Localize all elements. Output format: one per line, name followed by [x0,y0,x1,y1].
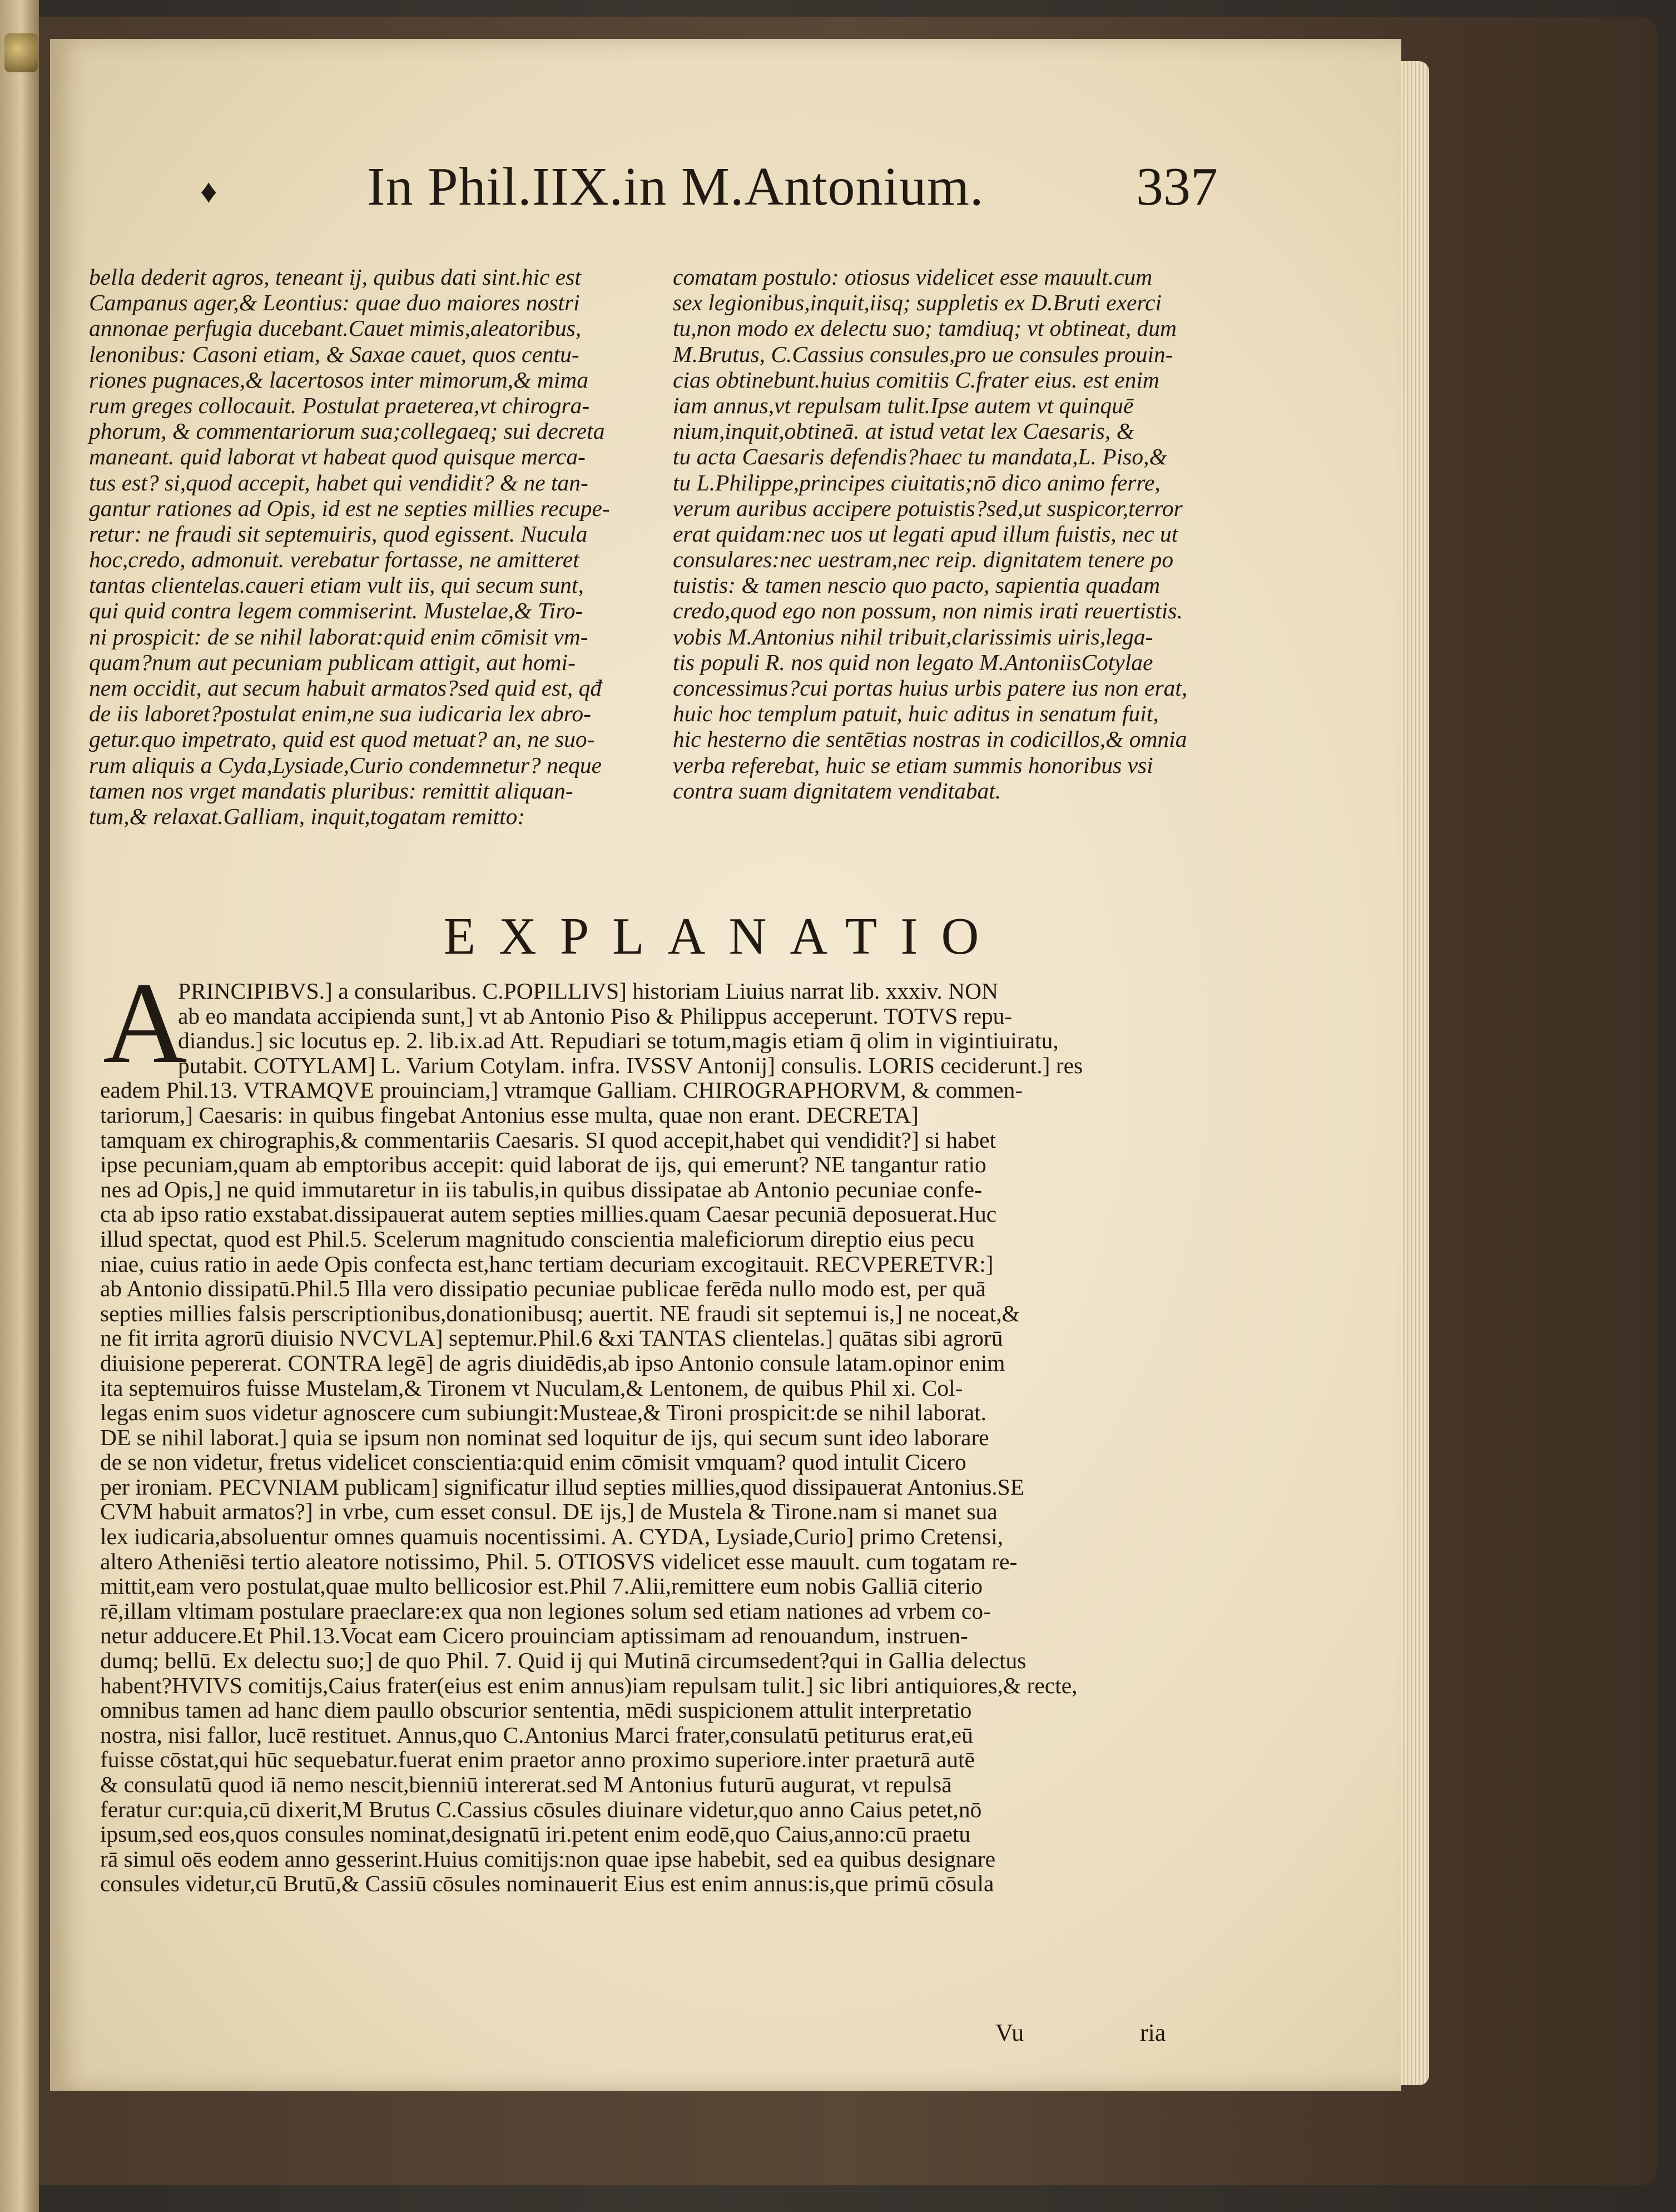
commentary-line: fuisse cōstat,qui hūc sequebatur.fuerat enim praetor anno proximo superiore.inter praeturā autē [100,1747,975,1773]
column-line: consulares:nec uestram,nec reip. dignitatem tenere po [673,547,1174,573]
commentary-line: netur adducere.Et Phil.13.Vocat eam Cicero prouinciam aptissimam ad renouandum, instruen- [100,1623,968,1649]
commentary-line: nostra, nisi fallor, lucē restituet. Annus,quo C.Antonius Marci frater,consulatū petiturus erat,eū [100,1722,973,1748]
column-line: riones pugnaces,& lacertosos inter mimorum,& mima [89,366,588,393]
column-line: cias obtinebunt.huius comitiis C.frater eius. est enim [673,366,1159,393]
running-head [200,156,1218,239]
column-line: bella dederit agros, teneant ij, quibus dati sint.hic est [89,264,581,290]
commentary-line: eadem Phil.13. VTRAMQVE prouinciam,] vtramque Galliam. CHIROGRAPHORVM, & commen- [100,1077,1023,1103]
column-line: hoc,credo, admonuit. verebatur fortasse, ne amitteret [89,547,579,573]
column-line: getur.quo impetrato, quid est quod metuat? an, ne suo- [89,726,595,752]
column-line: erat quidam:nec uos ut legati apud illum fuistis, nec ut [673,520,1178,547]
commentary-line: omnibus tamen ad hanc diem paullo obscurior sententia, mēdi suspicionem attulit interpretatio [100,1697,972,1723]
column-line: tu,non modo ex delectu suo; tamdiuq; vt obtineat, dum [673,315,1177,341]
column-line: verum auribus accipere potuistis?sed,ut suspicor,terror [673,495,1183,521]
commentary-line: ipse pecuniam,quam ab emptoribus accepit: quid laborat de ijs, qui emerunt? NE tangantur ratio [100,1152,986,1178]
column-line: tu acta Caesaris defendis?haec tu mandata,L. Piso,& [673,444,1167,470]
commentary-line: cta ab ipso ratio exstabat.dissipauerat autem septies millies.quam Caesar pecuniā deposuerat.Huc [100,1201,997,1227]
column-line: M.Brutus, C.Cassius consules,pro ue consules prouin- [673,341,1173,367]
commentary-line: diuisione pepererat. CONTRA legē] de agris diuidēdis,ab ipso Antonio consule latam.opinor enim [100,1350,1005,1376]
column-line: concessimus?cui portas huius urbis patere ius non erat, [673,675,1188,701]
column-line: contra suam dignitatem venditabat. [673,777,1001,804]
column-line: phorum, & commentariorum sua;collegaeq; sui decreta [89,418,605,444]
column-line: tis populi R. nos quid non legato M.AntoniisCotylae [673,649,1153,675]
commentary-line: tamquam ex chirographis,& commentariis Caesaris. SI quod accepit,habet qui vendidit?] si habet [100,1127,996,1153]
page-number: 337 [1136,157,1218,217]
commentary-line: & consulatū quod iā nemo nescit,bienniū intererat.sed M Antonius futurū augurat, vt repulsā [100,1772,952,1797]
column-line: comatam postulo: otiosus videlicet esse mauult.cum [673,264,1153,290]
commentary-line: illud spectat, quod est Phil.5. Scelerum magnitudo conscientia maleficiorum direptio eius pecu [100,1226,975,1252]
column-line: sex legionibus,inquit,iisq; suppletis ex D.Bruti exerci [673,290,1162,316]
commentary-line: habent?HVIVS comitijs,Caius frater(eius est enim annus)iam repulsam tulit.] sic libri antiquiores,& recte, [100,1672,1078,1698]
commentary-line: ipsum,sed eos,quos consules nominat,designatū iri.petent enim eodē,quo Caius,anno:cū praetu [100,1821,971,1847]
commentary-line: rē,illam vltimam postulare praeclare:ex qua non legiones solum sed etiam nationes ad vrbem co- [100,1598,991,1624]
commentary-line: putabit. COTYLAM] L. Varium Cotylam. infra. IVSSV Antonij] consulis. LORIS ceciderunt.] res [178,1052,1083,1078]
column-line: maneant. quid laborat vt habeat quod quisque merca- [89,444,586,470]
text-column-left [89,264,610,829]
commentary-line: per ironiam. PECVNIAM publicam] significatur illud septies millies,quod dissipauerat Antonius.SE [100,1474,1025,1500]
column-line: huic hoc templum patuit, huic aditus in senatum fuit, [673,701,1159,727]
commentary-line: rā simul oēs eodem anno gesserint.Huius comitijs:non quae ipse habebit, sed ea quibus designare [100,1846,996,1872]
column-line: qui quid contra legem commiserint. Mustelae,& Tiro- [89,598,583,624]
column-line: tuistis: & tamen nescio quo pacto, sapientia quadam [673,572,1161,598]
commentary-line: feratur cur:quia,cū dixerit,M Brutus C.Cassius cōsules diuinare videtur,quo anno Caius petet,nō [100,1796,982,1822]
column-line: retur: ne fraudi sit septemuiris, quod egissent. Nucula [89,520,588,547]
commentary-line: consules videtur,cū Brutū,& Cassiū cōsules nominauerit Eius est enim annus:is,que primū cōsula [100,1871,994,1897]
column-line: verba referebat, huic se etiam summis honoribus vsi [673,752,1153,778]
commentary-line: septies millies falsis perscriptionibus,donationibusq; auertit. NE fraudi sit septemui is,] ne noceat,& [100,1300,1020,1326]
column-line: quam?num aut pecuniam publicam attigit, aut homi- [89,649,576,675]
column-line: tantas clientelas.caueri etiam vult iis, qui secum sunt, [89,572,584,598]
clasp-icon [4,33,38,72]
commentary-line: altero Atheniēsi tertio aleatore notissimo, Phil. 5. OTIOSVS videlicet esse mauult. cum togatam re- [100,1548,1018,1574]
commentary-line: ne fit irrita agrorū diuisio NVCVLA] septemur.Phil.6 &xi TANTAS clientelas.] quātas sibi agrorū [100,1325,1003,1351]
column-line: tum,& relaxat.Galliam, inquit,togatam remitto: [89,803,525,829]
column-line: credo,quod ego non possum, non nimis irati reuertistis. [673,598,1183,624]
ornament-mark: ♦ [200,173,217,210]
commentary-line: PRINCIPIBVS.] a consularibus. C.POPILLIVS] historiam Liuius narrat lib. xxxiv. NON [178,978,999,1004]
commentary-body [100,979,1257,1896]
column-line: nium,inquit,obtineā. at istud vetat lex Caesaris, & [673,418,1134,444]
commentary-line: mittit,eam vero postulat,quae multo bellicosior est.Phil 7.Alii,remittere eum nobis Galliā citerio [100,1573,983,1599]
text-column-right [673,264,1190,804]
column-line: tus est? si,quod accepit, habet qui vendidit? & ne tan- [89,469,588,495]
commentary-line: ab Antonio dissipatū.Phil.5 Illa vero dissipatio pecuniae publicae ferēda nullo modo est, per quā [100,1276,986,1302]
commentary-line: niae, cuius ratio in aede Opis confecta est,hanc tertiam decuriam excogitauit. RECVPERETVR:] [100,1251,994,1277]
catchword-2: ria [1140,2019,1166,2046]
facing-page-edge [0,0,39,2212]
catchword-1: Vu [995,2019,1024,2046]
column-line: vobis M.Antonius nihil tribuit,clarissimis uiris,lega- [673,623,1153,649]
column-line: annonae perfugia ducebant.Cauet mimis,aleatoribus, [89,315,582,341]
commentary-line: de se non videtur, fretus videlicet conscientia:quid enim cōmisit vmquam? quod intulit Cicero [100,1449,966,1475]
commentary-line: dumq; bellū. Ex delectu suo;] de quo Phil. 7. Quid ij qui Mutinā circumsedent?qui in Gallia delectus [100,1648,1027,1674]
column-line: rum aliquis a Cyda,Lysiade,Curio condemnetur? neque [89,752,602,778]
column-line: iam annus,vt repulsam tulit.Ipse autem vt quinquē [673,392,1134,418]
section-heading: EXPLANATIO [443,907,1003,965]
column-line: gantur rationes ad Opis, id est ne septies millies recupe- [89,495,610,521]
commentary-line: DE se nihil laborat.] quia se ipsum non nominat sed loquitur de ijs, qui secum sunt ideo laborare [100,1424,989,1450]
commentary-line: diandus.] sic locutus ep. 2. lib.ix.ad Att. Repudiari se totum,magis etiam q̄ olim in vigintiuiratu, [178,1028,1059,1054]
column-line: tu L.Philippe,principes ciuitatis;nō dico animo ferre, [673,469,1161,495]
commentary-line: ita septemuiros fuisse Mustelam,& Tironem vt Nuculam,& Lentonem, de quibus Phil xi. Col- [100,1375,963,1401]
column-line: Campanus ager,& Leontius: quae duo maiores nostri [89,290,580,316]
column-line: tamen nos vrget mandatis pluribus: remittit aliquan- [89,777,573,804]
commentary-line: legas enim suos videtur agnoscere cum subiungit:Musteae,& Tironi prospicit:de se nihil laborat. [100,1400,987,1426]
column-line: hic hesterno die sentētias nostras in codicillos,& omnia [673,726,1187,752]
column-line: nem occidit, aut secum habuit armatos?sed quid est, qđ [89,675,602,701]
commentary-line: lex iudicaria,absoluentur omnes quamuis nocentissimi. A. CYDA, Lysiade,Curio] primo Cretensi, [100,1524,1004,1550]
commentary-line: CVM habuit armatos?] in vrbe, cum esset consul. DE ijs,] de Mustela & Tirone.nam si manet sua [100,1499,998,1525]
column-line: ni prospicit: de se nihil laborat:quid enim cōmisit vm- [89,623,588,649]
commentary-line: ab eo mandata accipienda sunt,] vt ab Antonio Piso & Philippus acceperunt. TOTVS repu- [178,1003,1013,1029]
running-title: In Phil.IIX.in M.Antonium. [367,157,984,217]
column-line: de iis laboret?postulat enim,ne sua iudicaria lex abro- [89,701,591,727]
column-line: rum greges collocauit. Postulat praeterea,vt chirogra- [89,392,590,418]
column-line: lenonibus: Casoni etiam, & Saxae cauet, quos centu- [89,341,579,367]
commentary-line: tariorum,] Caesaris: in quibus fingebat Antonius esse multa, quae non erant. DECRETA] [100,1102,919,1128]
commentary-line: nes ad Opis,] ne quid immutaretur in iis tabulis,in quibus dissipatae ab Antonio pecuniae confe- [100,1176,982,1202]
drop-cap: A [103,959,187,1088]
book-page [50,39,1401,2091]
